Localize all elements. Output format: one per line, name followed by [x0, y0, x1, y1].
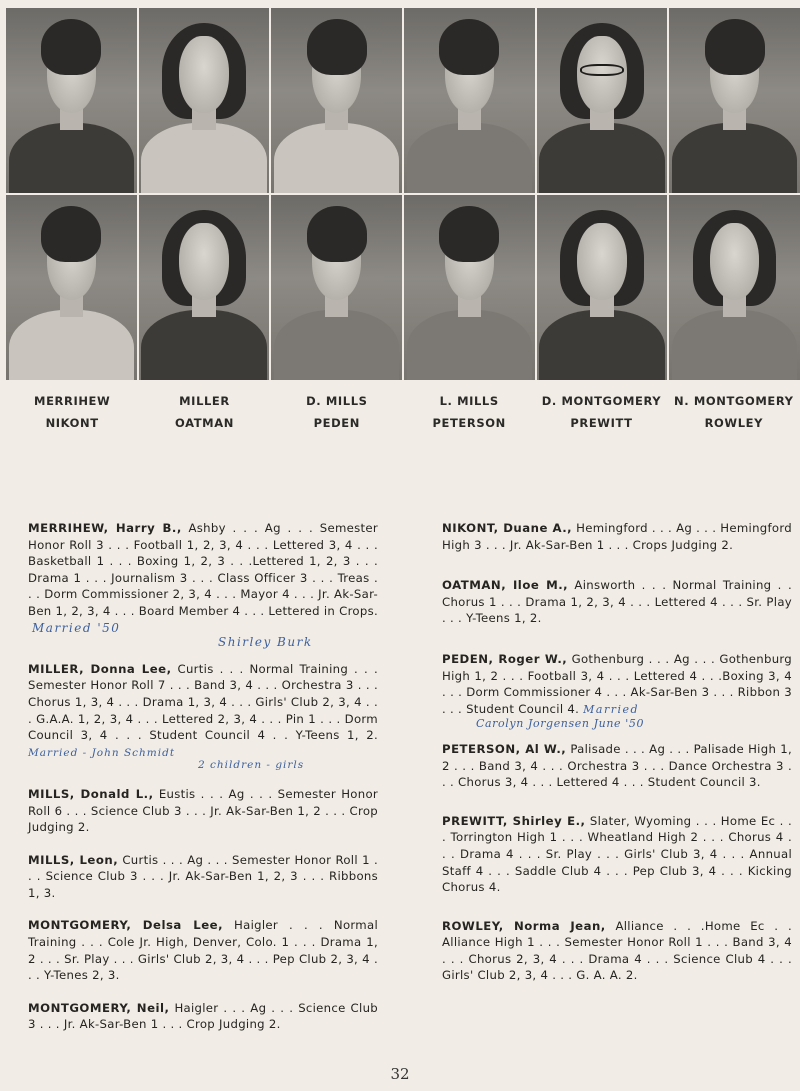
portrait-rowley [669, 195, 800, 380]
bio-name: MILLER, Donna Lee, [28, 661, 172, 676]
bio-peden [442, 651, 792, 718]
portrait-peden [271, 195, 402, 380]
portrait-miller [139, 8, 270, 193]
bio-column-left [28, 520, 378, 1033]
caption-name: NIKONT [45, 416, 99, 430]
bio-name: ROWLEY, Norma Jean, [442, 918, 606, 933]
handwritten-note: 2 children - girls [198, 759, 305, 772]
bio-oatman [442, 577, 792, 627]
bio-name: MERRIHEW, Harry B., [28, 521, 182, 535]
caption-name: OATMAN [175, 416, 234, 430]
caption-name: N. MONTGOMERY [674, 394, 794, 408]
bio-l-mills [28, 852, 378, 902]
bio-text: Eustis . . . Ag . . . Semester Honor Roll 6 . . . Science Club 3 . . . Jr. Ak-Sar-Ben 1, 2 . . . Crop Judging 2. [28, 786, 379, 835]
bio-nikont [442, 520, 792, 553]
caption-name: L. MILLS [439, 394, 499, 408]
bio-text: Haigler . . . Ag . . . Science Club 3 . . . Jr. Ak-Sar-Ben 1 . . . Crop Judging 2. [28, 1000, 378, 1032]
portrait-d-montgomery [537, 8, 668, 193]
portrait-d-mills [271, 8, 402, 193]
bio-miller [28, 661, 378, 762]
handwritten-note: Married '50 [32, 620, 121, 635]
bio-name: PREWITT, Shirley E., [442, 813, 586, 828]
bio-rowley [442, 918, 792, 984]
portrait-grid [6, 8, 800, 380]
portrait-peterson [404, 195, 535, 380]
bio-text: Palisade . . . Ag . . . Palisade High 1, 2 . . . Band 3, 4 . . . Orchestra 3 . . . Dance Orchestra 3 . . . Chorus 3, 4 . . . Lettered 4 . . . Student Council 3. [442, 741, 792, 790]
page-number: 32 [390, 1065, 410, 1083]
bio-text: Slater, Wyoming . . . Home Ec . . . Torrington High 1 . . . Wheatland High 2 . . . Chorus 4 . . . Drama 4 . . . Sr. Play . . . Girls' Club 3, 4 . . . Annual Staff 4 . . . Saddle Club 4 . . . Pep Club 3, 4 . . . Kicking Chorus 4. [442, 813, 792, 895]
bio-text: Ashby . . . Ag . . . Semester Honor Roll 3 . . . Football 1, 2, 3, 4 . . . Lettered 3, 4 . . . Basketball 1 . . . Boxing 1, 2, 3 . . .Lettered 1, 2, 3 . . . Drama 1 . . . Journalism 3 . . . Class Officer 3 . . . Treas . . . Dorm Commissioner 2, 3, 4 . . . Mayor 4 . . . Jr. Ak-Sar-Ben 1, 2, 3, 4 . . . Board Member 4 . . . Lettered in Crops. [28, 521, 378, 618]
bio-d-montgomery [28, 917, 378, 983]
caption-row-bottom [6, 416, 800, 430]
bio-name: PEDEN, Roger W., [442, 651, 568, 666]
portrait-l-mills [404, 8, 535, 193]
bio-text: Haigler . . . Normal Training . . . Cole Jr. High, Denver, Colo. 1 . . . Drama 1, 2 . . . Sr. Play . . . Girls' Club 2, 3, 4 . . . Pep Club 2, 3, 4 . . . Y-Tenes 2, 3. [28, 918, 378, 983]
bio-name: MONTGOMERY, Delsa Lee, [28, 918, 224, 933]
bio-name: MONTGOMERY, Neil, [28, 1000, 170, 1015]
portrait-merrihew [6, 8, 137, 193]
handwritten-note: Married [583, 702, 640, 716]
bio-n-montgomery [28, 1000, 378, 1033]
caption-name: D. MILLS [306, 394, 368, 408]
portrait-oatman [139, 195, 270, 380]
portrait-n-montgomery [669, 8, 800, 193]
caption-name: PETERSON [432, 416, 506, 430]
portrait-nikont [6, 195, 137, 380]
bio-merrihew [28, 520, 378, 636]
bio-name: MILLS, Donald L., [28, 786, 154, 801]
bio-text: Alliance . . .Home Ec . . Alliance High 1 . . . Semester Honor Roll 1 . . . Band 3, 4 . . . Chorus 2, 3, 4 . . . Drama 4 . . . Science Club 4 . . . Girls' Club 2, 3, 4 . . . G. A. A. 2. [442, 918, 792, 983]
portrait-prewitt [537, 195, 668, 380]
bio-name: MILLS, Leon, [28, 852, 119, 867]
caption-name: ROWLEY [704, 416, 764, 430]
caption-name: D. MONTGOMERY [541, 394, 662, 408]
bio-d-mills [28, 786, 378, 836]
bio-text: Hemingford . . . Ag . . . Hemingford High 3 . . . Jr. Ak-Sar-Ben 1 . . . Crops Judging 2. [442, 521, 793, 552]
handwritten-note: Carolyn Jorgensen June '50 [476, 717, 645, 731]
caption-row-top [6, 394, 800, 408]
bio-prewitt [442, 813, 792, 896]
bio-text: Curtis . . . Ag . . . Semester Honor Roll 1 . . . Science Club 3 . . . Jr. Ak-Sar-Ben 1, 2, 3 . . . Ribbons 1, 3. [28, 852, 379, 900]
bio-peterson [442, 741, 792, 791]
bio-text: Ainsworth . . . Normal Training . . Chorus 1 . . . Drama 1, 2, 3, 4 . . . Lettered 4 . . . Sr. Play . . . Y-Teens 1, 2. [442, 578, 792, 626]
bio-text: Gothenburg . . . Ag . . . Gothenburg High 1, 2 . . . Football 3, 4 . . . Lettered 4 . . .Boxing 3, 4 . . . Dorm Commissioner 4 . . . Ak-Sar-Ben 3 . . . Ribbon 3 . . . Student Council 4. [442, 651, 793, 716]
bio-column-right [442, 520, 792, 984]
bio-text: Curtis . . . Normal Training . . . Semester Honor Roll 7 . . . Band 3, 4 . . . Orchestra 3 . . . Chorus 1, 3, 4 . . . Drama 1, 3, 4 . . . Girls' Club 2, 3, 4 . . . G.A.A. 1, 2, 3, 4 . . . Lettered 2, 3, 4 . . . Pin 1 . . . Dorm Council 3, 4 . . . Student Council 4 . . Y-Teens 1, 2. [28, 661, 379, 743]
caption-name: MERRIHEW [34, 394, 111, 408]
bio-name: PETERSON, Al W., [442, 741, 567, 756]
caption-name: PREWITT [570, 416, 633, 430]
handwritten-note: Shirley Burk [218, 635, 313, 650]
bio-name: OATMAN, Iloe M., [442, 578, 569, 593]
caption-name: PEDEN [313, 416, 360, 430]
handwritten-note: Married - John Schmidt [28, 746, 176, 759]
caption-name: MILLER [179, 394, 230, 408]
bio-name: NIKONT, Duane A., [442, 521, 573, 535]
